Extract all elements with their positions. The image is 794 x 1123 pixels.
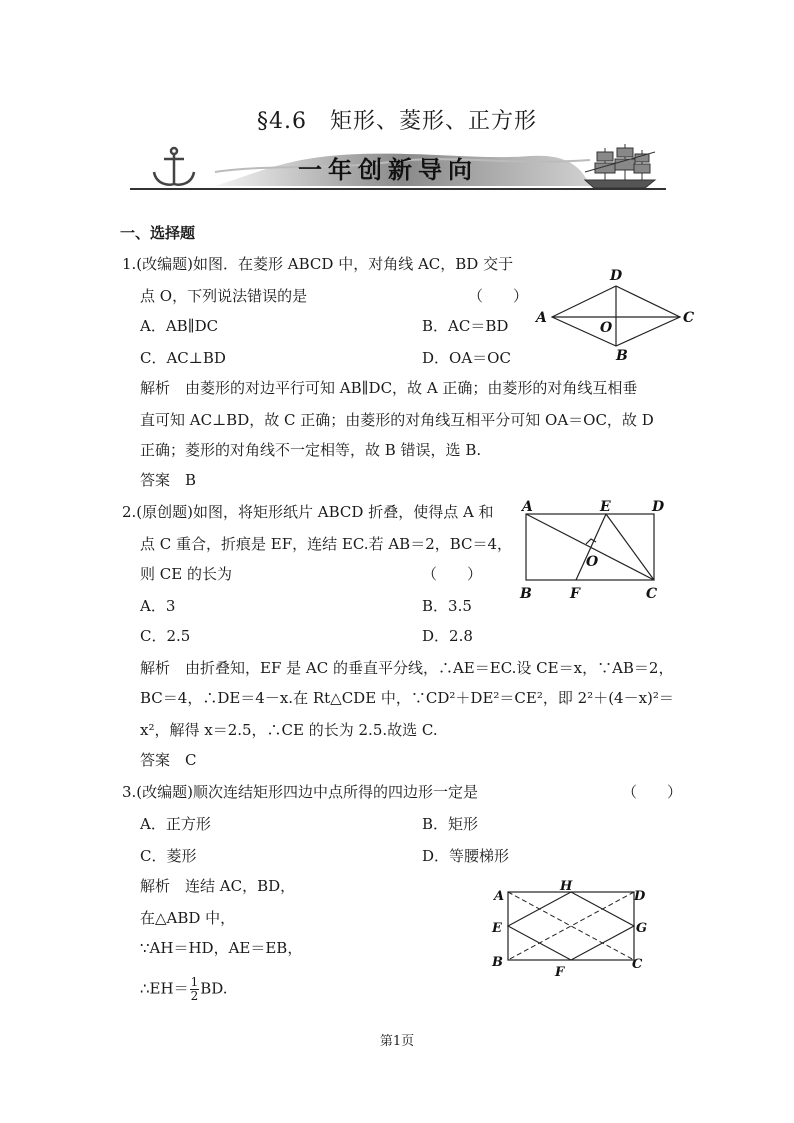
q2-answer-bracket: （ ） <box>422 565 483 583</box>
q1-rhombus-figure <box>530 262 700 362</box>
fraction-one-half <box>190 976 200 1003</box>
q2-label-d: D <box>652 499 665 515</box>
q3-label-f: F <box>555 965 565 980</box>
q2-answer: 答案 C <box>140 751 197 769</box>
q3-solution-line4 <box>140 976 228 1003</box>
q3-label-h: H <box>560 880 573 894</box>
q2-option-b: B．3.5 <box>422 597 472 615</box>
q1-solution-line2: 直可知 AC⊥BD，故 C 正确；由菱形的对角线互相平分可知 OA＝OC，故 D <box>140 411 654 429</box>
q1-option-d: D．OA＝OC <box>422 349 511 367</box>
q2-option-a: A．3 <box>140 597 176 615</box>
q1-option-b: B．AC＝BD <box>422 317 509 335</box>
q3-label-c: C <box>632 957 643 972</box>
q1-label-o: O <box>600 320 613 336</box>
page-number: 第1页 <box>379 1034 415 1049</box>
q2-solution-line1: 解析 由折叠知，EF 是 AC 的垂直平分线，∴AE＝EC.设 CE＝x，∵AB＝2， <box>140 659 674 677</box>
q1-option-c: C．AC⊥BD <box>140 349 226 367</box>
q1-text-line1: 1.(改编题)如图．在菱形 ABCD 中，对角线 AC，BD 交于 <box>122 255 514 273</box>
q3-option-b: B．矩形 <box>422 815 479 833</box>
q2-label-f: F <box>570 586 580 602</box>
q2-label-b: B <box>520 586 532 602</box>
page-title: §4.6 矩形、菱形、正方形 <box>257 109 537 134</box>
section-label: 一、选择题 <box>120 224 196 242</box>
q3-label-g: G <box>636 921 648 936</box>
q2-option-c: C．2.5 <box>140 627 191 645</box>
q3-solution-line2: 在△ABD 中， <box>140 909 236 927</box>
q2-text-line3: 则 CE 的长为 <box>140 565 232 583</box>
q3-option-c: C．菱形 <box>140 847 197 865</box>
q1-label-b: B <box>616 348 628 362</box>
q2-label-e: E <box>600 499 611 515</box>
q1-answer: 答案 B <box>140 471 197 489</box>
q3-option-d: D．等腰梯形 <box>422 847 510 865</box>
fraction-numerator: 1 <box>190 975 199 989</box>
q2-rectangle-figure <box>514 498 674 606</box>
q1-option-a: A．AB∥DC <box>140 317 219 335</box>
q2-text-line2: 点 C 重合，折痕是 EF，连结 EC.若 AB＝2，BC＝4， <box>140 535 513 553</box>
q1-label-c: C <box>683 310 695 326</box>
anchor-icon <box>154 148 194 185</box>
q3-answer-bracket: （ ） <box>622 783 683 801</box>
q1-label-a: A <box>536 310 547 326</box>
q1-solution-line1: 解析 由菱形的对边平行可知 AB∥DC，故 A 正确；由菱形的对角线互相垂 <box>140 379 638 397</box>
q3-label-b: B <box>492 955 503 970</box>
q3-option-a: A．正方形 <box>140 815 211 833</box>
banner-title: 一年创新导向 <box>298 156 478 184</box>
q1-label-d: D <box>610 268 623 284</box>
q1-text-line2: 点 O，下列说法错误的是 <box>140 287 308 305</box>
q3-label-e: E <box>492 921 502 936</box>
q2-option-d: D．2.8 <box>422 627 473 645</box>
q2-label-c: C <box>646 586 658 602</box>
sailing-ship-icon <box>585 144 655 188</box>
q3-solution-line3: ∵AH＝HD，AE＝EB， <box>140 939 303 957</box>
q1-solution-line3: 正确；菱形的对角线不一定相等，故 B 错误，选 B. <box>140 441 482 459</box>
q3-midpoint-figure <box>486 880 652 980</box>
q2-text-line1: 2.(原创题)如图，将矩形纸片 ABCD 折叠，使得点 A 和 <box>122 503 494 521</box>
q3-solution-line1: 解析 连结 AC，BD， <box>140 877 296 895</box>
fraction-denominator: 2 <box>190 989 199 1003</box>
q3-label-d: D <box>634 889 646 904</box>
q2-solution-line3: x²，解得 x＝2.5，∴CE 的长为 2.5.故选 C. <box>140 721 438 739</box>
q3-eh-suffix: BD. <box>200 979 228 998</box>
q2-label-a: A <box>522 499 533 515</box>
q3-label-a: A <box>494 889 505 904</box>
q3-eh-prefix: ∴EH＝ <box>140 979 189 998</box>
q3-text-line1: 3.(改编题)顺次连结矩形四边中点所得的四边形一定是 <box>122 783 479 801</box>
q1-answer-bracket: （ ） <box>468 287 529 305</box>
q2-label-o: O <box>586 554 599 570</box>
q2-solution-line2: BC＝4，∴DE＝4－x.在 Rt△CDE 中，∵CD²＋DE²＝CE²，即 2²＋(4－x)²＝ <box>140 689 674 707</box>
